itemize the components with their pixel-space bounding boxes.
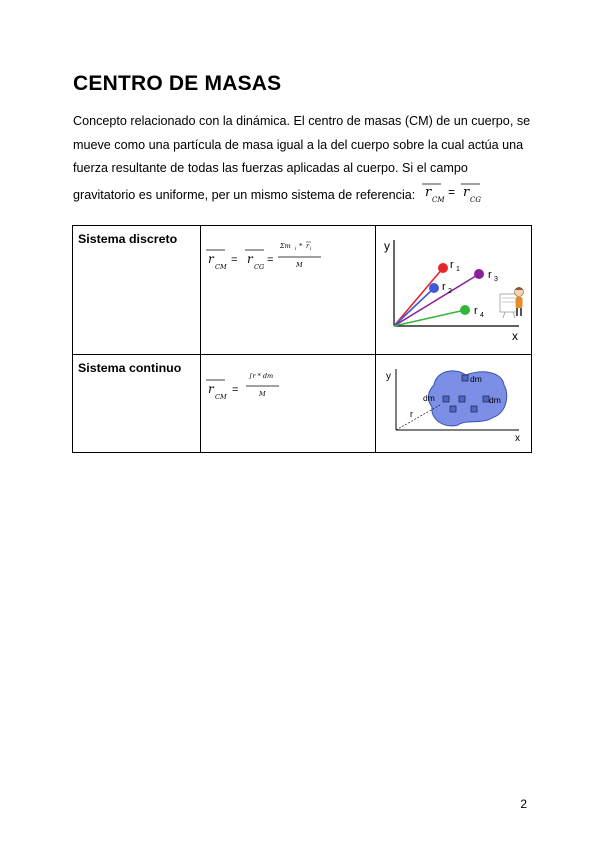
intro-text: Concepto relacionado con la dinámica. El centro de masas (CM) de un cuerpo, se mueve como una partícula de masa igual a la del cuerpo sobre la cual actúa una fuerza resultante de todas las fuerzas aplicadas al cuerpo. Si el campo gravitatorio es uniforme, per un mismo sistema de referencia: bbox=[73, 114, 531, 202]
position-vector bbox=[396, 405, 440, 430]
dm-label: dm bbox=[489, 395, 501, 405]
axis-y-label: y bbox=[386, 371, 391, 382]
row-label: Sistema continuo bbox=[78, 361, 182, 375]
formula-r: r bbox=[208, 252, 214, 266]
eq-sub-cm: CM bbox=[431, 195, 445, 204]
label-r2: r bbox=[442, 281, 446, 293]
concept-table bbox=[72, 225, 532, 453]
continuous-formula-cell bbox=[201, 355, 376, 453]
vector-r2 bbox=[394, 288, 434, 326]
axis-x-label: x bbox=[515, 433, 520, 444]
discrete-diagram-cell bbox=[376, 226, 532, 355]
mass-element bbox=[450, 406, 456, 412]
formula-sub-cm: CM bbox=[215, 263, 227, 271]
formula-r-cg: r bbox=[247, 252, 253, 266]
mass-point-2 bbox=[429, 283, 439, 293]
mass-element bbox=[471, 406, 477, 412]
discrete-label-cell bbox=[73, 226, 201, 355]
svg-text:4: 4 bbox=[480, 312, 484, 319]
axis-y-label: y bbox=[384, 239, 390, 253]
formula-sub-cg: CG bbox=[254, 263, 265, 271]
table-row bbox=[73, 355, 532, 453]
continuous-diagram-cell bbox=[376, 355, 532, 453]
vector-r-label: r bbox=[410, 409, 413, 419]
label-r4: r bbox=[474, 305, 478, 317]
mass-element bbox=[459, 396, 465, 402]
continuous-label-cell bbox=[73, 355, 201, 453]
formula-numerator: Σm bbox=[280, 242, 291, 250]
vector-r3 bbox=[394, 274, 479, 326]
dm-label: dm bbox=[423, 393, 435, 403]
formula-r: r bbox=[208, 382, 214, 396]
formula-equals-2: = bbox=[267, 254, 274, 266]
svg-text:1: 1 bbox=[456, 266, 460, 273]
discrete-formula-cell bbox=[201, 226, 376, 355]
label-r3: r bbox=[488, 269, 492, 281]
svg-text:3: 3 bbox=[494, 276, 498, 283]
mass-point-3 bbox=[474, 269, 484, 279]
discrete-vectors-diagram bbox=[376, 226, 531, 354]
eq-equals: = bbox=[447, 184, 455, 199]
eq-r-cm: r bbox=[424, 184, 431, 200]
mass-element bbox=[443, 396, 449, 402]
intro-paragraph bbox=[73, 110, 533, 207]
eq-sub-cg: CG bbox=[469, 195, 481, 204]
eq-r-cg: r bbox=[462, 184, 469, 200]
svg-text:r: r bbox=[306, 242, 310, 250]
continuous-body-diagram bbox=[376, 355, 531, 452]
svg-text:i: i bbox=[310, 247, 312, 252]
axis-x-label: x bbox=[512, 329, 518, 343]
label-r1: r bbox=[450, 259, 454, 271]
mass-point-4 bbox=[460, 305, 470, 315]
mass-point-1 bbox=[438, 263, 448, 273]
svg-text:2: 2 bbox=[448, 288, 452, 295]
teacher-figure-icon bbox=[500, 287, 524, 318]
formula-equals: = bbox=[232, 384, 239, 396]
formula-numerator: ∫r * dm bbox=[249, 372, 274, 380]
svg-text:*: * bbox=[297, 242, 305, 250]
dm-label: dm bbox=[470, 374, 482, 384]
svg-text:i: i bbox=[295, 247, 297, 252]
page-number: 2 bbox=[520, 797, 527, 811]
cm-equals-cg-equation bbox=[421, 181, 483, 205]
row-label: Sistema discreto bbox=[78, 232, 178, 246]
discrete-formula bbox=[201, 226, 375, 286]
formula-sub-cm: CM bbox=[215, 393, 227, 401]
formula-denominator: M bbox=[259, 390, 266, 398]
formula-equals: = bbox=[231, 254, 238, 266]
formula-denominator: M bbox=[296, 261, 303, 269]
page-title: CENTRO DE MASAS bbox=[73, 72, 282, 95]
table-row bbox=[73, 226, 532, 355]
mass-element bbox=[462, 375, 468, 381]
continuous-formula bbox=[201, 355, 375, 415]
